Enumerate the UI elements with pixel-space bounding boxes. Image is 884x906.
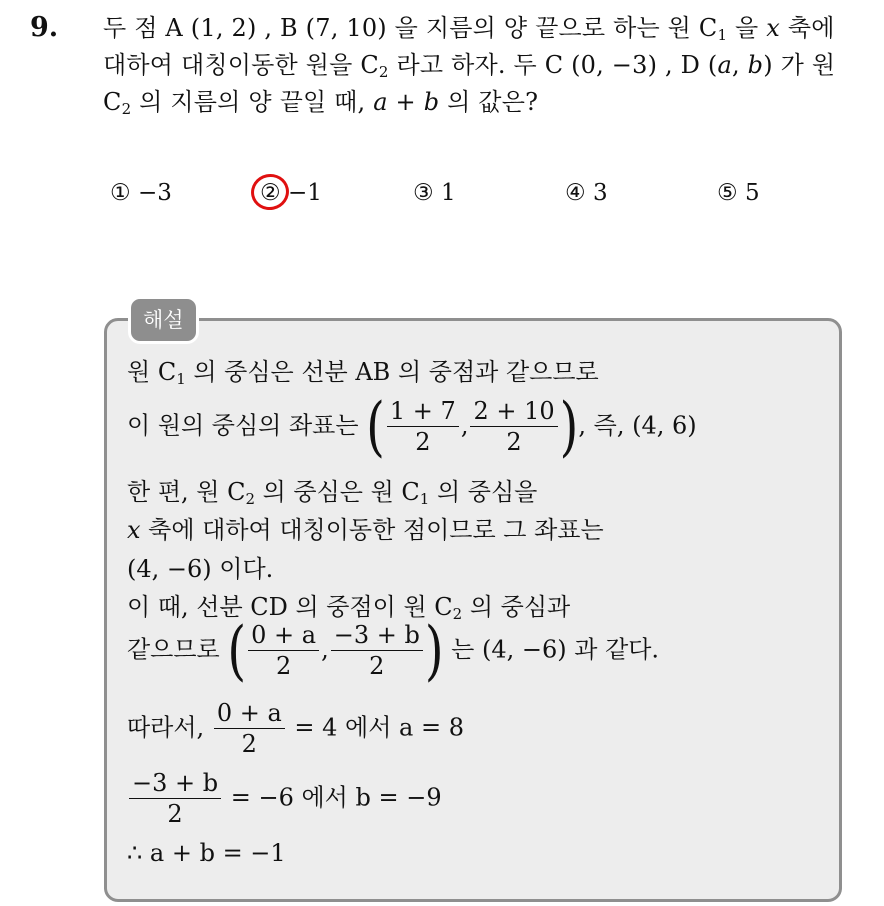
plus-sign: +	[387, 88, 424, 116]
denominator: 2	[506, 428, 522, 456]
solution-text: 의 중심은 원 C	[254, 478, 420, 506]
solution-line-2: 이 원의 중심의 좌표는 ( $\frac{1 + 7}{2}$ , $\frac{2 + 10}{2}$ ), 즉, (4, 6)	[127, 389, 697, 465]
choice-value: 1	[440, 180, 456, 206]
variable-b: b	[747, 51, 764, 79]
question-text-segment: 라고 하자. 두 C (0, −3) , D (	[388, 51, 718, 79]
variable-x: x	[766, 14, 780, 42]
denominator: 2	[167, 800, 183, 828]
fraction	[470, 398, 557, 456]
denominator: 2	[369, 652, 385, 680]
variable-x: x	[127, 516, 141, 544]
solution-text: 이 원의 중심의 좌표는	[127, 411, 367, 440]
solution-line-1	[127, 352, 599, 387]
left-paren: (	[227, 613, 247, 689]
question-text-segment: ) 가 원	[763, 51, 836, 79]
subscript: 2	[378, 63, 389, 81]
solution-line-5: (4, −6) 이다.	[127, 555, 274, 583]
question-text-segment: 대하여 대칭이동한 원을 C	[103, 51, 379, 79]
question-text-segment: C	[103, 88, 122, 116]
solution-line-6	[127, 587, 570, 622]
choice-value: −1	[287, 180, 322, 206]
solution-line-9	[127, 770, 442, 828]
question-text-segment: 의 값은?	[439, 88, 539, 116]
solution-line-10: ∴ a + b = −1	[127, 839, 286, 867]
solution-line-7: 같으므로 ( $\frac{0 + a}{2}$ , $\frac{-3 + b}{2}$ ) 는 (4, −6) 과 같다.	[127, 613, 660, 689]
numerator: −3 + b	[129, 770, 221, 799]
choice-mark: ④	[565, 180, 586, 206]
question-text-segment: 축에	[780, 14, 835, 42]
fraction	[129, 770, 221, 828]
question-text-segment: 을	[727, 14, 767, 42]
fraction	[248, 622, 319, 680]
question-text-segment: 두 점 A (1, 2) , B (7, 10) 을 지름의 양 끝으로 하는 원 C	[103, 14, 718, 42]
variable-b: b	[423, 88, 440, 116]
choice-4[interactable]	[565, 180, 608, 206]
solution-tag: 해설	[128, 296, 199, 344]
solution-text: 의 중심은 선분 AB 의 중점과 같으므로	[185, 358, 599, 386]
solution-text: 의 중심을	[429, 478, 538, 506]
variable-a: a	[373, 88, 388, 116]
subscript: 1	[717, 26, 728, 44]
solution-text: 같으므로	[127, 635, 228, 664]
subscript: 1	[176, 370, 186, 388]
question-text-segment: ,	[731, 51, 748, 79]
subscript: 2	[121, 100, 132, 118]
question-text	[103, 10, 873, 121]
solution-text: 는 (4, −6) 과 같다.	[443, 635, 660, 664]
solution-text: 이 때, 선분 CD 의 중점이 원 C	[127, 593, 453, 621]
variable-a: a	[717, 51, 732, 79]
choice-value: −3	[137, 180, 172, 206]
question-line-3	[103, 84, 873, 121]
left-paren: (	[366, 389, 385, 465]
question-line-1	[103, 10, 873, 47]
choice-mark: ③	[413, 180, 434, 206]
right-paren: )	[424, 613, 444, 689]
denominator: 2	[415, 428, 431, 456]
solution-text: = 4 에서 a = 8	[286, 713, 464, 742]
question-text-segment: 의 지름의 양 끝일 때,	[131, 88, 374, 116]
choice-value: 5	[744, 180, 760, 206]
answer-circle-mark	[248, 170, 293, 213]
fraction	[387, 398, 459, 456]
solution-text: = −6 에서 b = −9	[223, 783, 442, 812]
solution-line-4	[127, 510, 604, 545]
choice-5[interactable]	[717, 180, 760, 206]
denominator: 2	[241, 730, 257, 758]
numerator: 0 + a	[248, 622, 319, 651]
question-line-2	[103, 47, 873, 84]
choice-3[interactable]	[413, 180, 456, 206]
question-number: 9.	[30, 12, 59, 43]
solution-text: 한 편, 원 C	[127, 478, 246, 506]
solution-text: 원 C	[127, 358, 177, 386]
choice-1[interactable]	[110, 180, 172, 206]
solution-text: 의 중심과	[462, 593, 571, 621]
fraction	[214, 700, 285, 758]
solution-line-3	[127, 472, 537, 507]
numerator: 1 + 7	[387, 398, 459, 427]
numerator: 0 + a	[214, 700, 285, 729]
subscript: 1	[419, 490, 430, 508]
solution-text: 축에 대하여 대칭이동한 점이므로 그 좌표는	[140, 516, 604, 544]
choice-mark: ①	[110, 180, 131, 206]
numerator: −3 + b	[331, 622, 423, 651]
numerator: 2 + 10	[470, 398, 557, 427]
subscript: 2	[452, 605, 463, 623]
denominator: 2	[275, 652, 292, 680]
subscript: 2	[245, 490, 255, 508]
choice-value: 3	[592, 180, 608, 206]
choice-mark: ⑤	[717, 180, 738, 206]
solution-text: , 즉, (4, 6)	[578, 411, 697, 440]
solution-line-8	[127, 700, 464, 758]
right-paren: )	[559, 389, 579, 465]
fraction	[331, 622, 423, 680]
choice-mark: ②	[260, 180, 281, 206]
solution-text: 따라서,	[127, 713, 212, 742]
